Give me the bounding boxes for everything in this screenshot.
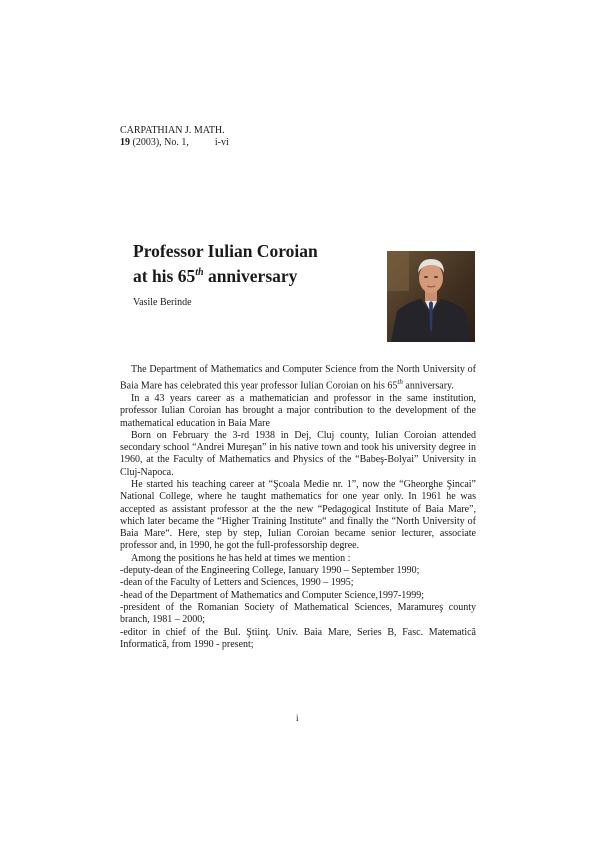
journal-name: CARPATHIAN J. MATH.	[120, 125, 225, 136]
position-item: -president of the Romanian Society of Mathematical Sciences, Maramureş county branch, 1981 – 2000;	[120, 601, 476, 626]
paragraph-5: Among the positions he has held at times we mention :	[131, 552, 351, 564]
position-item: -dean of the Faculty of Letters and Sciences, 1990 – 1995;	[120, 577, 354, 589]
paragraph-1-post: anniversary.	[402, 380, 454, 392]
title-superscript: th	[195, 267, 204, 278]
title-line-2-post: anniversary	[203, 265, 298, 286]
title-line-2-pre: at his 65	[133, 265, 196, 286]
paragraph-4: He started his teaching career at “Şcoala Medie nr. 1”, now the “Gheorghe Şincai” National College, where he taught mathematics for one year only. In 1961 he was accepted as assistant professor at the the new “Pedagogical Institute of Baia Mare”, which later became the “Higher Training Institute“ and finally the “North University of Baia Mare“. Here, step by step, Iulian Coroian became senior lecturer, associate professor and, in 1990, he got the full-professorship degree.	[120, 479, 476, 552]
article-title	[133, 240, 318, 287]
position-item: -deputy-dean of the Engineering College, Ianuary 1990 – September 1990;	[120, 565, 420, 577]
portrait-photo	[387, 251, 475, 342]
position-item: -head of the Department of Mathematics and Computer Science,1997-1999;	[120, 589, 425, 601]
page-number: i	[296, 713, 299, 723]
journal-pages: i-vi	[214, 137, 229, 148]
paragraph-1-pre: The Department of Mathematics and Computer Science from the North University of Baia Mare has celebrated this year professor Iulian Coroian on his 65	[120, 364, 476, 392]
paragraph-1-superscript: th	[397, 378, 403, 387]
author-name: Vasile Berinde	[133, 297, 192, 308]
journal-header	[120, 125, 229, 149]
paragraph-3: Born on February the 3-rd 1938 in Dej, Cluj county, Iulian Coroian attended secondary school “Andrei Mureşan” in his native town and took his university degree in 1960, at the Faculty of Mathematics and Physics of the “Babeş-Bolyai” University in Cluj-Napoca.	[120, 429, 476, 478]
title-line-1: Professor Iulian Coroian	[133, 241, 318, 261]
journal-volume: 19	[120, 137, 130, 148]
journal-year-issue: (2003), No. 1,	[130, 137, 189, 148]
paragraph-2: In a 43 years career as a mathematician and professor in the same institution, professor Iulian Coroian has brought a major contribution to the development of the mathematical education in Baia Mare	[120, 392, 476, 429]
position-item: -editor in chief of the Bul. Ştiinţ. Univ. Baia Mare, Series B, Fasc. Matematică Informatică, from 1990 - present;	[120, 626, 476, 650]
portrait-image	[387, 251, 475, 342]
paragraph-1	[120, 364, 476, 393]
title-line-2	[133, 262, 318, 287]
journal-citation	[120, 137, 229, 149]
article-body	[120, 364, 476, 651]
